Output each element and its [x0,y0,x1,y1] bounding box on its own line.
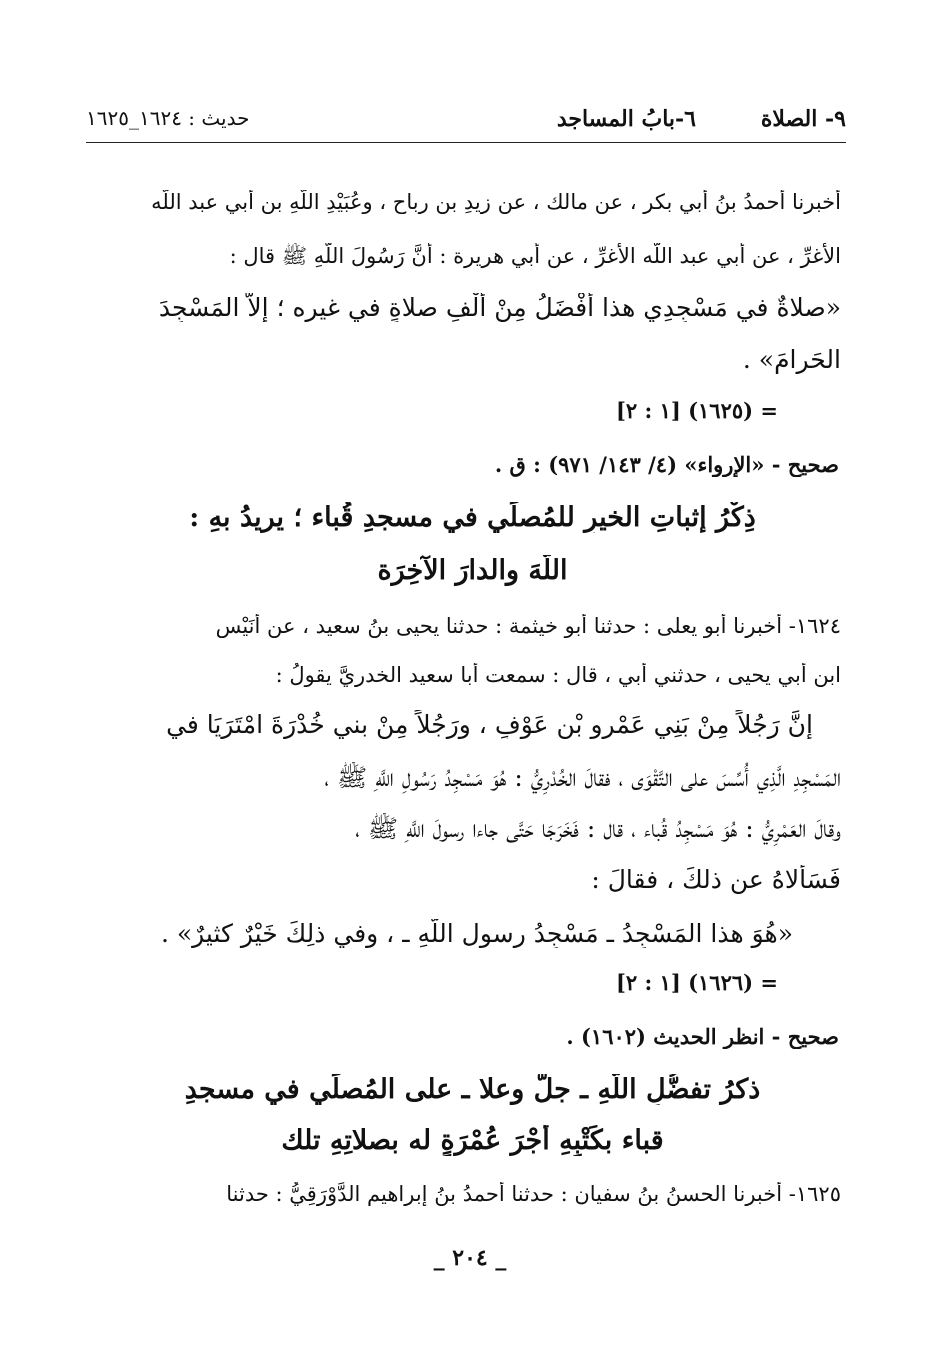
text-line: أخبرنا أحمدُ بنُ أبي بكر ، عن مالك ، عن زيدِ بن رباح ، وعُبَيْدِ اللَّهِ بن أبي عبد اللَّه [151,190,841,214]
quote-line: إنَّ رَجُلاً مِنْ بَنِي عَمْرِو بْنِ عَوْفٍ ، ورَجُلاً مِنْ بني خُدْرَةَ امْتَرَيَا في [166,710,813,739]
cross-reference: = (١٦٢٦) [١ : ٢] [615,970,778,995]
hadith-grade: صحيح - «الإرواء» (٤/ ١٤٣/ ٩٧١) : ق . [494,452,839,477]
section-heading: قباء بكَتْبِهِ أَجْرَ عُمْرَةٍ له بصلاتِهِ تلك [281,1125,664,1156]
header-rule [86,142,846,143]
chapter-title: ٦-بابُ المساجد [556,106,696,132]
section-heading: ذكرُ تفضُّلِ اللَّهِ ـ جلَّ وعلا ـ على المُصلِّي في مسجدِ [184,1074,761,1105]
book-title: ٩- الصلاة [760,106,846,132]
section-heading: ذِكْرُ إثباتِ الخيرِ للمُصلِّي في مسجدِ قُباء ؛ يريدُ بهِ : [189,502,756,533]
quote-line: «هُوَ هذا المَسْجِدُ ـ مَسْجِدُ رسول اللَّهِ ـ ، وفي ذلِكَ خَيْرٌ كثيرٌ» . [160,919,793,948]
text-line: ابنِ أبي يحيى ، حدثني أبي ، قال : سمعت أبا سعيد الخدريَّ يقولُ : [275,663,841,687]
hadith-number-line: ١٦٢٥- أخبرنا الحسنُ بنُ سفيان : حدثنا أحمدُ بنُ إبراهيم الدَّوْرَقِيُّ : حدثنا [226,1182,841,1206]
running-header [86,100,846,140]
cross-reference: = (١٦٢٥) [١ : ٢] [615,398,778,423]
text-line: الأغرِّ ، عن أبي عبد اللَّه الأغرِّ ، عن أبي هريرة : أنَّ رَسُولَ اللَّهِ ﷺ قال : [229,244,841,268]
page-number: _ ٢٠٤ _ [433,1245,507,1271]
quote-line: المَسْجِدِ الَّذِي أُسِّسَ على التَّقْوَى ، فقالَ الخُدْرِيُّ : هُوَ مَسْجِدُ رَسُولِ اللَّهِ ﷺ ، [324,763,841,792]
quote-line: وقالَ العَمْرِيُّ : هُوَ مَسْجِدُ قُباء ، قال : فَخَرَجَا حَتَّى جاءا رسولَ اللَّهِ ﷺ ، [355,814,841,843]
quote-line: فَسَأَلاهُ عن ذلكَ ، فقالَ : [591,865,841,894]
hadith-grade: صحيح - انظر الحديث (١٦٠٢) . [566,1024,839,1049]
quote-line: الحَرامَ» . [742,345,841,374]
hadith-range: حديث : ١٦٢٤_١٦٢٥ [86,106,250,130]
section-heading: اللَّهَ والدارَ الآخِرَة [377,555,568,586]
hadith-number-line: ١٦٢٤- أخبرنا أبو يعلى : حدثنا أبو خيثمة : حدثنا يحيى بنُ سعيد ، عن أُنَيْسِ [215,614,841,638]
quote-line: «صلاةٌ في مَسْجِدِي هذا أَفْضَلُ مِنْ أَلْفِ صلاةٍ في غيرِه ؛ إلاَّ المَسْجِدَ [158,293,841,322]
